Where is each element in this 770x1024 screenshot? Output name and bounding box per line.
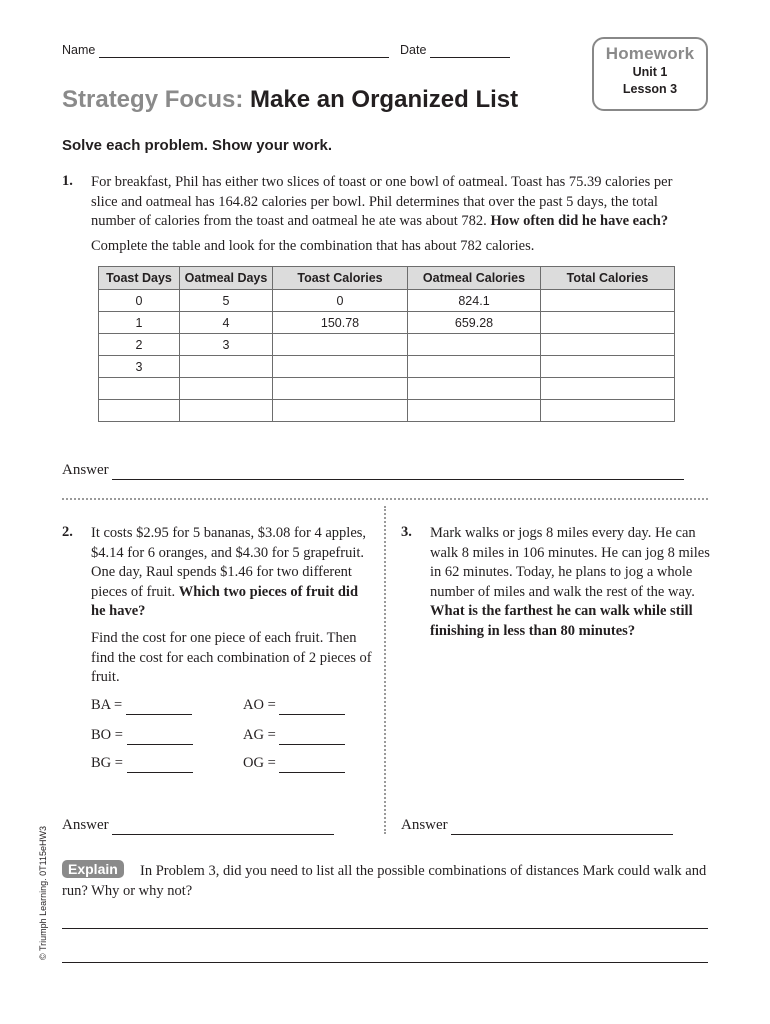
table-cell[interactable] xyxy=(273,400,408,422)
problem-2-subtext: Find the cost for one piece of each fruit. Then find the cost for each combination of 2 pieces of fruit. xyxy=(91,630,372,685)
column-divider xyxy=(384,506,386,834)
writing-line[interactable] xyxy=(62,928,708,929)
combo-label: OG = xyxy=(243,755,276,771)
table-cell[interactable]: 3 xyxy=(180,334,273,356)
combo-label: BG = xyxy=(91,755,123,771)
problem-1-subtext: Complete the table and look for the combination that has about 782 calories. xyxy=(91,238,535,254)
name-field[interactable] xyxy=(62,43,389,58)
problem-1-body: For breakfast, Phil has either two slices of toast or one bowl of oatmeal. Toast has 75.39 calories per slice and oatmeal has 164.82 calories per bowl. Phil determines that over the past 5 days, the total number of calories from the toast and oatmeal he ate was about 782. xyxy=(91,174,673,229)
table-header-cell: Oatmeal Days xyxy=(180,267,273,290)
problem-2-number: 2. xyxy=(62,524,73,540)
problem-2-body: It costs $2.95 for 5 bananas, $3.08 for 4 apples, $4.14 for 6 oranges, and $4.30 for 5 grapefruit. One day, Raul spends $1.46 for two different pieces of fruit. xyxy=(91,525,367,600)
table-cell[interactable] xyxy=(541,378,675,400)
answer-blank[interactable] xyxy=(451,817,673,835)
answer-label: Answer xyxy=(401,817,448,833)
combo-label: BA = xyxy=(91,697,123,713)
table-cell[interactable] xyxy=(408,356,541,378)
date-label: Date xyxy=(400,43,427,57)
table-cell[interactable] xyxy=(541,312,675,334)
writing-line[interactable] xyxy=(62,962,708,963)
problem-3-number: 3. xyxy=(401,524,412,540)
table-cell[interactable] xyxy=(99,400,180,422)
problem-2-question: Which two pieces of fruit did he have? xyxy=(91,583,359,619)
combo-ao[interactable] xyxy=(243,697,345,715)
homework-badge-unit: Unit 1 xyxy=(632,65,668,79)
combo-label: BO = xyxy=(91,727,123,743)
table-row xyxy=(99,290,675,312)
homework-badge-title: Homework xyxy=(605,44,695,63)
problem-1-text xyxy=(91,173,701,232)
name-blank[interactable] xyxy=(99,43,389,58)
answer-label: Answer xyxy=(62,817,109,833)
table-cell[interactable] xyxy=(408,334,541,356)
table-row xyxy=(99,312,675,334)
date-field[interactable] xyxy=(400,43,510,58)
table-row xyxy=(99,356,675,378)
name-label: Name xyxy=(62,43,96,57)
copyright-notice: © Triumph Learning. 0T115eHW3 xyxy=(38,825,48,960)
table-cell[interactable] xyxy=(180,378,273,400)
answer-blank[interactable] xyxy=(112,462,684,480)
combo-ag[interactable] xyxy=(243,727,345,745)
table-cell[interactable]: 0 xyxy=(273,290,408,312)
answer-blank[interactable] xyxy=(112,817,334,835)
title-prefix: Strategy Focus: xyxy=(62,86,244,113)
table-cell[interactable] xyxy=(273,378,408,400)
combo-blank[interactable] xyxy=(279,697,345,715)
calories-table xyxy=(98,266,675,422)
problem-3-body: Mark walks or jogs 8 miles every day. He can walk 8 miles in 106 minutes. He can jog 8 miles in 62 minutes. Today, he plans to jog a whole number of miles and walk the rest of the way. xyxy=(430,525,710,600)
table-cell[interactable] xyxy=(273,334,408,356)
date-blank[interactable] xyxy=(430,43,510,58)
table-cell[interactable] xyxy=(408,378,541,400)
table-cell[interactable] xyxy=(180,356,273,378)
combo-blank[interactable] xyxy=(279,727,345,745)
table-cell[interactable]: 2 xyxy=(99,334,180,356)
combo-bg[interactable] xyxy=(91,755,193,773)
combo-blank[interactable] xyxy=(127,755,193,773)
explain-badge: Explain xyxy=(62,860,124,878)
page-title xyxy=(62,86,518,114)
problem-3-text xyxy=(430,524,710,641)
table-cell[interactable]: 1 xyxy=(99,312,180,334)
explain-prompt: In Problem 3, did you need to list all the possible combinations of distances Mark could walk and run? Why or why not? xyxy=(62,863,707,899)
homework-badge-lesson: Lesson 3 xyxy=(622,82,678,96)
combo-blank[interactable] xyxy=(126,697,192,715)
problem-1-question: How often did he have each? xyxy=(490,213,669,229)
table-cell[interactable] xyxy=(541,356,675,378)
table-cell[interactable]: 0 xyxy=(99,290,180,312)
table-header-cell: Toast Days xyxy=(99,267,180,290)
table-cell[interactable]: 150.78 xyxy=(273,312,408,334)
problem-3-question: What is the farthest he can walk while still finishing in less than 80 minutes? xyxy=(430,603,693,639)
problem-2-answer[interactable] xyxy=(62,817,334,835)
problem-2-text xyxy=(91,524,371,622)
title-main: Make an Organized List xyxy=(250,86,519,113)
homework-badge xyxy=(592,37,708,111)
combo-blank[interactable] xyxy=(127,727,193,745)
table-cell[interactable]: 659.28 xyxy=(408,312,541,334)
table-row xyxy=(99,334,675,356)
combo-blank[interactable] xyxy=(279,755,345,773)
problem-3-answer[interactable] xyxy=(401,817,673,835)
table-cell[interactable] xyxy=(408,400,541,422)
problem-1-answer[interactable] xyxy=(62,462,684,480)
table-header-cell: Toast Calories xyxy=(273,267,408,290)
table-header-cell: Total Calories xyxy=(541,267,675,290)
table-header-row xyxy=(99,267,675,290)
combo-og[interactable] xyxy=(243,755,345,773)
table-cell[interactable] xyxy=(99,378,180,400)
table-cell[interactable]: 4 xyxy=(180,312,273,334)
table-cell[interactable]: 3 xyxy=(99,356,180,378)
table-cell[interactable] xyxy=(541,400,675,422)
table-cell[interactable] xyxy=(273,356,408,378)
table-header-cell: Oatmeal Calories xyxy=(408,267,541,290)
combo-bo[interactable] xyxy=(91,727,193,745)
combo-label: AO = xyxy=(243,697,276,713)
combo-label: AG = xyxy=(243,727,276,743)
problem-1-number: 1. xyxy=(62,173,73,189)
table-cell[interactable]: 824.1 xyxy=(408,290,541,312)
instructions: Solve each problem. Show your work. xyxy=(62,137,333,154)
combo-ba[interactable] xyxy=(91,697,192,715)
table-cell[interactable] xyxy=(541,290,675,312)
table-cell[interactable] xyxy=(180,400,273,422)
table-row xyxy=(99,400,675,422)
table-row xyxy=(99,378,675,400)
table-cell[interactable]: 5 xyxy=(180,290,273,312)
section-divider xyxy=(62,498,708,500)
answer-label: Answer xyxy=(62,462,109,478)
table-cell[interactable] xyxy=(541,334,675,356)
